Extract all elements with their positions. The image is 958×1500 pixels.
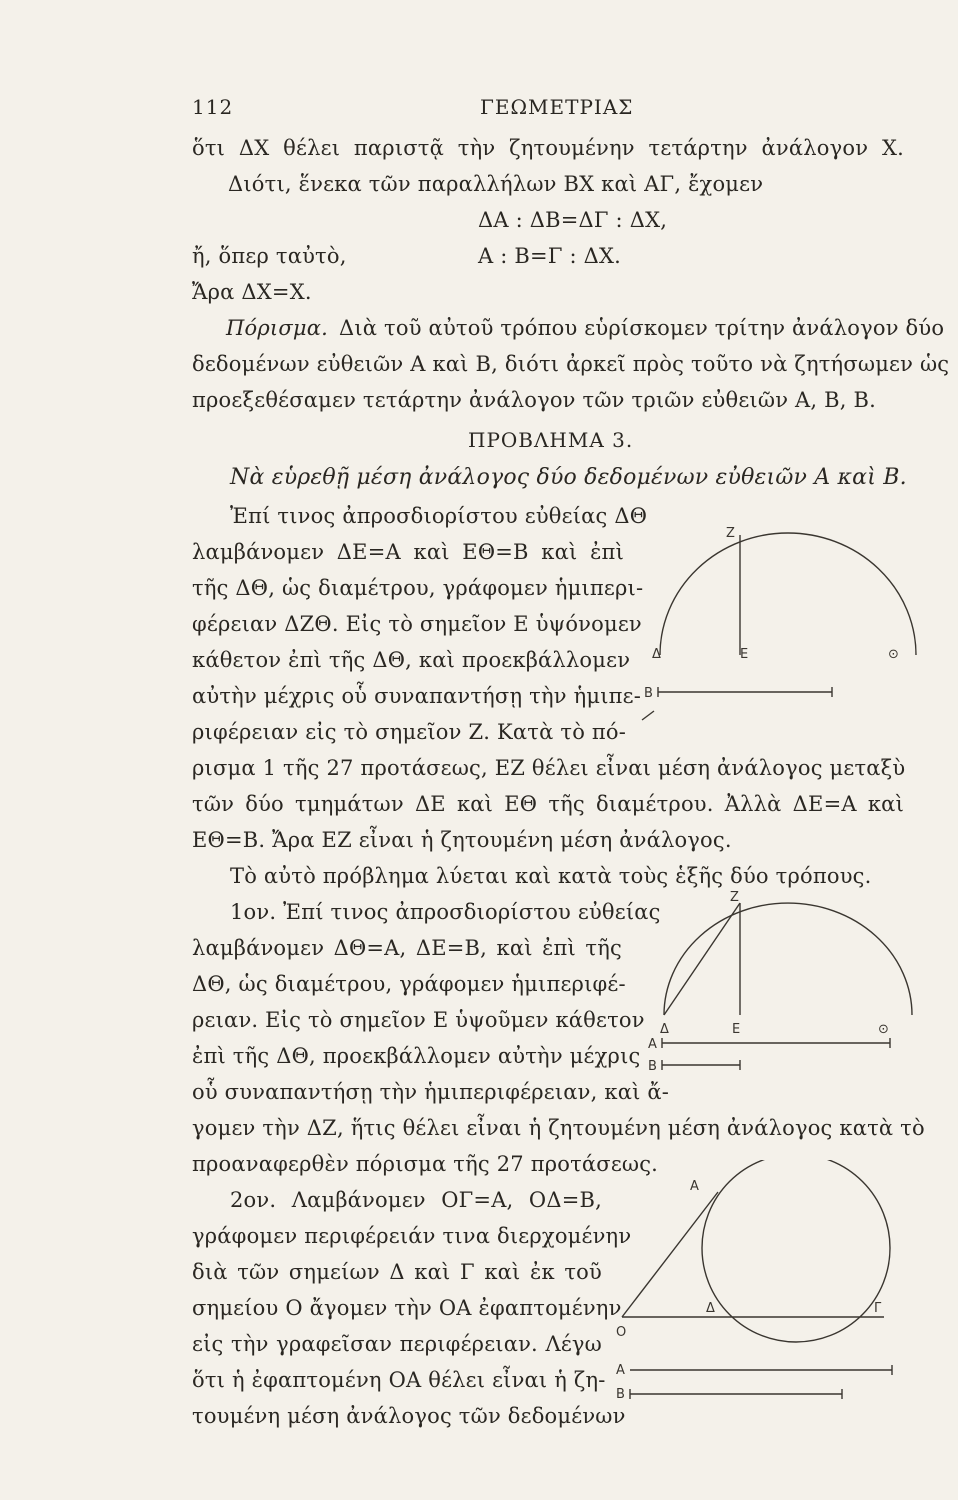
text-line: γράφομεν περιφέρειάν τινα διερχομένην: [192, 1224, 632, 1248]
text-line: Ἄρα ΔΧ=Χ.: [192, 280, 312, 304]
text-line: λαμβάνομεν ΔΘ=Α, ΔΕ=Β, καὶ ἐπὶ τῆς: [192, 936, 622, 960]
text-line: ὅτι ἡ ἐφαπτομένη ΟΑ θέλει εἶναι ἡ ζη-: [192, 1368, 606, 1392]
running-title: ΓΕΩΜΕΤΡΙΑΣ: [480, 95, 634, 119]
corollary-label: Πόρισμα.: [226, 316, 328, 340]
text-line: 2ον. Λαμβάνομεν ΟΓ=Α, ΟΔ=Β,: [230, 1188, 602, 1212]
text-line: ριφέρειαν εἰς τὸ σημεῖον Ζ. Κατὰ τὸ πό-: [192, 720, 627, 744]
text-line: οὗ συναπαντήσῃ τὴν ἡμιπεριφέρειαν, καὶ ἄ-: [192, 1080, 670, 1104]
problem-title: ΠΡΟΒΛΗΜΑ 3.: [468, 428, 634, 452]
label-TH: ⊙: [878, 1022, 889, 1037]
label-O: O: [616, 1325, 627, 1340]
circle: [702, 1160, 890, 1342]
page-number: 112: [192, 95, 234, 119]
text-line: Τὸ αὐτὸ πρόβλημα λύεται καὶ κατὰ τοὺς ἑξῆς δύο τρόπους.: [230, 864, 872, 888]
problem-statement: Νὰ εὑρεθῇ μέση ἀνάλογος δύο δεδομένων εὐθειῶν Α καὶ Β.: [230, 465, 907, 490]
text-line: διὰ τῶν σημείων Δ καὶ Γ καὶ ἐκ τοῦ: [192, 1260, 602, 1284]
label-Z: Z: [730, 890, 739, 905]
label-D: Δ: [706, 1301, 715, 1316]
text-line: ΔΘ, ὡς διαμέτρου, γράφομεν ἡμιπεριφέ-: [192, 972, 626, 996]
text-line: Ἐπί τινος ἀπροσδιορίστου εὐθείας ΔΘ: [230, 504, 648, 528]
figure-semicircle-1: [640, 515, 920, 730]
text-line: ὅτι ΔΧ θέλει παριστᾷ τὴν ζητουμένην τετάρτην ἀνάλογον Χ.: [192, 136, 904, 160]
text-line: ρειαν. Εἰς τὸ σημεῖον Ε ὑψοῦμεν κάθετον: [192, 1008, 645, 1032]
proportion-line: ΔΑ : ΔΒ=ΔΓ : ΔΧ,: [478, 208, 668, 232]
label-TH: ⊙: [888, 647, 899, 662]
label-D: Δ: [660, 1022, 669, 1037]
text-line: εἰς τὴν γραφεῖσαν περιφέρειαν. Λέγω: [192, 1332, 602, 1356]
label-Z: Z: [726, 526, 735, 541]
text-line: τῶν δύο τμημάτων ΔΕ καὶ ΕΘ τῆς διαμέτρου. Ἀλλὰ ΔΕ=Α καὶ: [192, 792, 904, 816]
label-B: B: [644, 686, 653, 701]
text-line: κάθετον ἐπὶ τῆς ΔΘ, καὶ προεκβάλλομεν: [192, 648, 631, 672]
semicircle-arc: [660, 533, 916, 655]
chord-DZ: [664, 903, 740, 1015]
text-line: ἐπὶ τῆς ΔΘ, προεκβάλλομεν αὐτὴν μέχρις: [192, 1044, 641, 1068]
tangent-OA: [622, 1192, 718, 1317]
label-A: A: [648, 1037, 657, 1052]
text-line: γομεν τὴν ΔΖ, ἥτις θέλει εἶναι ἡ ζητουμένη μέση ἀνάλογος κατὰ τὸ: [192, 1116, 925, 1140]
label-E: E: [732, 1022, 741, 1037]
label-G: Γ: [874, 1301, 882, 1316]
text-line: δεδομένων εὐθειῶν Α καὶ Β, διότι ἀρκεῖ πρὸς τοῦτο νὰ ζητήσωμεν ὡς: [192, 352, 950, 376]
text-line: Διὰ τοῦ αὐτοῦ τρόπου εὑρίσκομεν τρίτην ἀνάλογον δύο: [339, 316, 945, 340]
text-line: προεξεθέσαμεν τετάρτην ἀνάλογον τῶν τριῶν εὐθειῶν Α, Β, Β.: [192, 388, 877, 412]
label-B: B: [648, 1059, 657, 1074]
label-B: B: [616, 1387, 625, 1400]
text-line: φέρειαν ΔΖΘ. Εἰς τὸ σημεῖον Ε ὑψόνομεν: [192, 612, 642, 636]
text-line: ἤ, ὅπερ ταὐτὸ,: [192, 244, 347, 268]
text-line: τουμένη μέση ἀνάλογος τῶν δεδομένων: [192, 1404, 626, 1428]
text-line: σημείου Ο ἄγομεν τὴν ΟΑ ἐφαπτομένην: [192, 1296, 622, 1320]
label-A: A: [690, 1179, 699, 1194]
text-line: ρισμα 1 τῆς 27 προτάσεως, ΕΖ θέλει εἶναι μέση ἀνάλογος μεταξὺ: [192, 756, 906, 780]
figure-semicircle-2: [640, 885, 920, 1075]
text-line: Διότι, ἕνεκα τῶν παραλλήλων ΒΧ καὶ ΑΓ, ἔχομεν: [228, 172, 764, 196]
text-line: 1ον. Ἐπί τινος ἀπροσδιορίστου εὐθείας: [230, 900, 661, 924]
label-D: Δ: [652, 647, 661, 662]
text-line: λαμβάνομεν ΔΕ=Α καὶ ΕΘ=Β καὶ ἐπὶ: [192, 540, 624, 564]
proportion-line: Α : Β=Γ : ΔΧ.: [478, 244, 622, 268]
text-line: προαναφερθὲν πόρισμα τῆς 27 προτάσεως.: [192, 1152, 659, 1176]
text-line: τῆς ΔΘ, ὡς διαμέτρου, γράφομεν ἡμιπερι-: [192, 576, 644, 600]
figure-tangent-circle: [612, 1160, 912, 1400]
label-A2: A: [616, 1363, 625, 1378]
label-E: E: [740, 647, 749, 662]
text-line: ΕΘ=Β. Ἄρα ΕΖ εἶναι ἡ ζητουμένη μέση ἀνάλογος.: [192, 828, 732, 852]
text-line: αὐτὴν μέχρις οὗ συναπαντήσῃ τὴν ἡμιπε-: [192, 684, 642, 708]
